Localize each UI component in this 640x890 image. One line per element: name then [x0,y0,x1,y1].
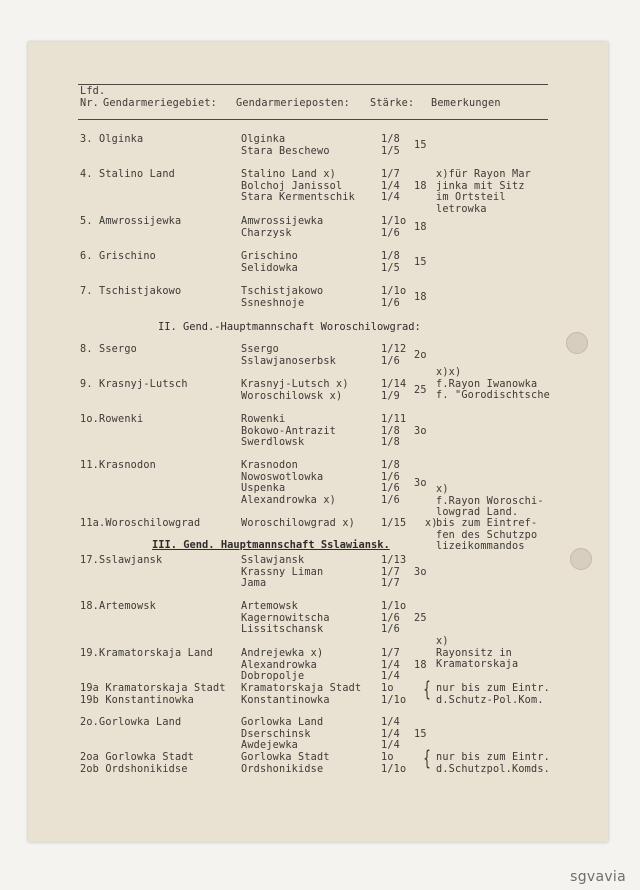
strength-e18-2: 1/6 [381,624,401,636]
post-e17-1: Krassny Liman [241,566,324,578]
header-col-posten: Gendarmerieposten: [236,98,351,109]
strength-e7-0: 1/1o [381,286,407,297]
strength-e20a-0: 1o [381,752,394,763]
strength-e10-1: 1/8 [381,425,401,437]
header-col-staerke: Stärke: [370,98,415,109]
note-e9-1: f.Rayon Iwanowka [436,378,538,390]
entry-label-e7: 7. Tschistjakowo [80,286,182,297]
entry-label-e20a: 2oa Gorlowka Stadt [80,752,195,763]
strength-e18-0: 1/1o [381,601,407,612]
header-col-nr: Nr. [80,98,100,109]
post-e17-0: Sslawjansk [241,555,305,566]
total-e11: 3o [414,478,427,489]
total-e7: 18 [414,292,427,303]
post-e4-1: Bolchoj Janissol [241,180,343,192]
strength-e5-1: 1/6 [381,227,401,239]
total-e8: 2o [414,350,427,361]
strength-e19-0: 1/7 [381,648,401,659]
strength-e17-0: 1/13 [381,555,407,566]
watermark: sgvavia [570,869,626,885]
brace-e19a: { [423,677,431,701]
strength-e4-2: 1/4 [381,192,401,204]
post-e10-0: Rowenki [241,414,286,425]
note-e11a-0: bis zum Eintref- [436,518,538,529]
strength-e7-1: 1/6 [381,297,401,309]
post-e10-1: Bokowo-Antrazit [241,425,337,437]
strength-e20-0: 1/4 [381,717,401,728]
strength-e20b-0: 1/1o [381,764,407,775]
note-e19-0: x) [436,636,449,647]
post-e18-1: Kagernowitscha [241,612,330,624]
total-e6: 15 [414,257,427,268]
strength-e8-0: 1/12 [381,344,407,355]
post-e8-1: Sslawjanoserbsk [241,355,337,367]
entry-label-e19b: 19b Konstantinowka [80,695,195,706]
post-e20b-0: Ordshonikidse [241,764,324,775]
strength-e4-1: 1/4 [381,180,401,192]
note-e11-2: lowgrad Land. [436,507,519,519]
strength-e20-1: 1/4 [381,728,401,740]
post-e11-0: Krasnodon [241,460,299,471]
note-e19a-0: nur bis zum Eintr. [436,683,551,694]
note-e4-3: letrowka [436,204,487,216]
strength-e11a-0: 1/15 [381,518,407,529]
post-e8-0: Ssergo [241,344,280,355]
note-e4-2: im Ortsteil [436,192,506,204]
entry-label-e4: 4. Stalino Land [80,169,176,180]
post-e19-1: Alexandrowka [241,659,318,671]
post-e11-3: Alexandrowka x) [241,495,337,507]
post-e7-1: Ssneshnoje [241,297,305,309]
total-e3: 15 [414,140,427,151]
note-e19a-1: d.Schutz-Pol.Kom. [436,694,544,706]
strength-e17-2: 1/7 [381,578,401,590]
total-e9: 25 [414,385,427,396]
strength-e6-1: 1/5 [381,262,401,274]
strength-e17-1: 1/7 [381,566,401,578]
entry-label-e8: 8. Ssergo [80,344,138,355]
entry-label-e9: 9. Krasnyj-Lutsch [80,379,188,390]
brace-e20a: { [423,746,431,770]
strength-e20-2: 1/4 [381,740,401,752]
total-e20: 15 [414,729,427,740]
post-e9-0: Krasnyj-Lutsch x) [241,379,349,390]
post-e11a-0: Woroschilowgrad x) [241,518,356,529]
post-e5-0: Amwrossijewka [241,216,324,227]
header-lfd: Lfd. [80,86,106,97]
strength-e4-0: 1/7 [381,169,401,180]
strength-e9-0: 1/14 [381,379,407,390]
strength-e19-1: 1/4 [381,659,401,671]
entry-label-e20: 2o.Gorlowka Land [80,717,182,728]
post-e11-2: Uspenka [241,483,286,495]
entry-label-e6: 6. Grischino [80,251,157,262]
entry-label-e19a: 19a Kramatorskaja Stadt [80,683,226,694]
strength-e3-0: 1/8 [381,134,401,145]
strength-e8-1: 1/6 [381,355,401,367]
note-e11-0: x) [436,484,449,495]
post-e19-0: Andrejewka x) [241,648,324,659]
note-e11-1: f.Rayon Woroschi- [436,495,544,507]
post-e5-1: Charzysk [241,227,292,239]
total-e17: 3o [414,567,427,578]
section-heading-sec3: III. Gend. Hauptmannschaft Sslawiansk. [152,539,390,551]
entry-label-e5: 5. Amwrossijewka [80,216,182,227]
post-e6-0: Grischino [241,251,299,262]
entry-label-e17: 17.Sslawjansk [80,555,163,566]
post-e17-2: Jama [241,578,267,590]
note-e20a-1: d.Schutzpol.Komds. [436,763,551,775]
entry-label-e11a: 11a.Woroschilowgrad [80,518,201,529]
strength-e5-0: 1/1o [381,216,407,227]
strength-e10-2: 1/8 [381,437,401,449]
mark-e11a: x) [425,518,438,529]
header-rule-top [78,84,548,85]
strength-e6-0: 1/8 [381,251,401,262]
note-e9-0: x)x) [436,367,462,378]
total-e4: 18 [414,181,427,192]
strength-e3-1: 1/5 [381,145,401,157]
strength-e18-1: 1/6 [381,612,401,624]
post-e20a-0: Gorlowka Stadt [241,752,330,763]
strength-e19-2: 1/4 [381,671,401,683]
punch-hole-top [566,332,588,354]
total-e19: 18 [414,660,427,671]
post-e18-0: Artemowsk [241,601,299,612]
post-e20-0: Gorlowka Land [241,717,324,728]
entry-label-e3: 3. Olginka [80,134,144,145]
strength-e10-0: 1/11 [381,414,407,425]
post-e3-0: Olginka [241,134,286,145]
strength-e19b-0: 1/1o [381,695,407,706]
total-e18: 25 [414,613,427,624]
post-e20-2: Awdejewka [241,740,299,752]
post-e3-1: Stara Beschewo [241,145,330,157]
note-e11a-2: lizeikommandos [436,541,525,553]
punch-hole-bottom [570,548,592,570]
header-rule-bottom [78,119,548,120]
strength-e11-2: 1/6 [381,483,401,495]
entry-label-e20b: 2ob Ordshonikidse [80,764,188,775]
post-e20-1: Dserschinsk [241,728,311,740]
header-col-gebiet: Gendarmeriegebiet: [103,98,218,109]
note-e20a-0: nur bis zum Eintr. [436,752,551,763]
post-e6-1: Selidowka [241,262,299,274]
post-e9-1: Woroschilowsk x) [241,390,343,402]
post-e4-2: Stara Kermentschik [241,192,356,204]
post-e19a-0: Kramatorskaja Stadt [241,683,362,694]
post-e10-2: Swerdlowsk [241,437,305,449]
section-heading-sec2: II. Gend.-Hauptmannschaft Woroschilowgrad: [158,321,421,333]
post-e19-2: Dobropolje [241,671,305,683]
note-e19-1: Rayonsitz in [436,647,513,659]
total-e10: 3o [414,426,427,437]
strength-e11-1: 1/6 [381,471,401,483]
note-e11a-1: fen des Schutzpo [436,529,538,541]
note-e4-1: jinka mit Sitz [436,180,525,192]
strength-e9-1: 1/9 [381,390,401,402]
strength-e11-0: 1/8 [381,460,401,471]
post-e19b-0: Konstantinowka [241,695,330,706]
strength-e11-3: 1/6 [381,495,401,507]
entry-label-e19: 19.Kramatorskaja Land [80,648,214,659]
post-e18-2: Lissitschansk [241,624,324,636]
entry-label-e10: 1o.Rowenki [80,414,144,425]
post-e4-0: Stalino Land x) [241,169,337,180]
note-e19-2: Kramatorskaja [436,659,519,671]
entry-label-e11: 11.Krasnodon [80,460,157,471]
header-col-bemerkungen: Bemerkungen [431,98,501,109]
note-e4-0: x)für Rayon Mar [436,169,532,180]
entry-label-e18: 18.Artemowsk [80,601,157,612]
strength-e19a-0: 1o [381,683,394,694]
total-e5: 18 [414,222,427,233]
post-e7-0: Tschistjakowo [241,286,324,297]
note-e9-2: f. "Gorodischtsche [436,390,551,402]
post-e11-1: Nowoswotlowka [241,471,324,483]
